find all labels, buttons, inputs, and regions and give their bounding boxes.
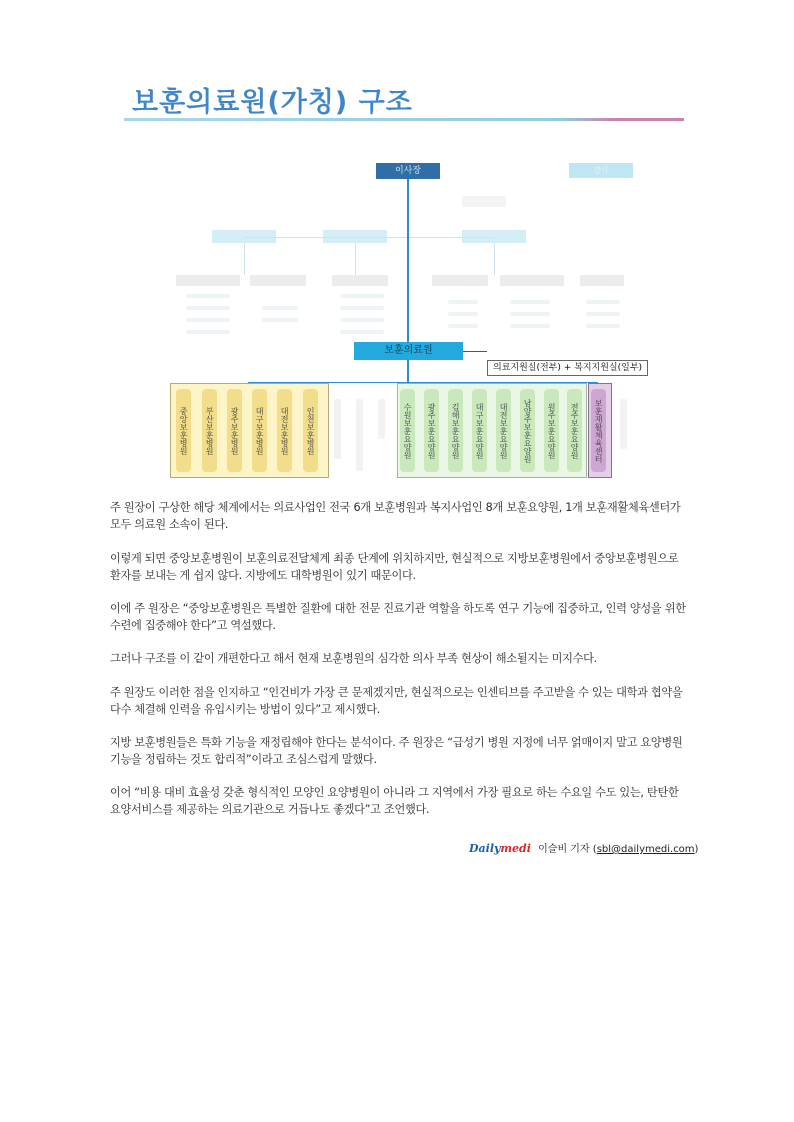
nursing-home-pill: 대전보훈요양원: [496, 389, 511, 472]
faint-connector: [494, 243, 495, 275]
org-audit-box: 감사: [569, 163, 633, 178]
support-label: 의료지원실(전부) + 복지지원실(일부): [487, 360, 648, 376]
faint-text-line: [340, 318, 384, 322]
paragraph: 이어 “비용 대비 효율성 갖춘 형식적인 모양인 요양병원이 아니라 그 지역에서 가장 필요로 하는 수요일 수도 있는, 탄탄한 요양서비스를 제공하는 의료기관으로 거듭나도 좋겠다”고 조언했다.: [110, 786, 679, 816]
faint-connector: [355, 243, 356, 275]
org-top-box: 이사장: [376, 163, 440, 179]
faint-text-line: [186, 318, 230, 322]
faint-text-line: [586, 324, 620, 328]
faint-text-line: [586, 300, 620, 304]
paragraph: 이렇게 되면 중앙보훈병원이 보훈의료전달체계 최종 단계에 위치하지만, 현실적으로 지방보훈병원에서 중앙보훈병원으로 환자를 보내는 게 쉽지 않다. 지방에도 대학병원이 있기 때문이다.: [110, 552, 679, 582]
nursing-home-pill: 원주보훈요양원: [544, 389, 559, 472]
faint-connector: [244, 243, 245, 275]
connector-support: [463, 351, 487, 352]
faint-box: [462, 196, 506, 207]
faint-sub-box: [332, 275, 388, 286]
rehab-center-pill: 보훈재활체육센터: [591, 389, 606, 472]
faint-text-line: [262, 318, 298, 322]
hospital-pill: 대전보훈병원: [277, 389, 292, 472]
faint-text-line: [510, 324, 550, 328]
org-chart: [0, 0, 794, 500]
faint-connector: [244, 237, 494, 238]
faint-column: [356, 399, 363, 471]
hospital-pill: 인천보훈병원: [303, 389, 318, 472]
connector-down: [407, 360, 409, 383]
faint-sub-box: [176, 275, 240, 286]
faint-text-line: [186, 306, 230, 310]
nursing-home-pill: 광주보훈요양원: [424, 389, 439, 472]
dailymedi-logo: Dailymedi: [469, 842, 531, 855]
faint-text-line: [262, 306, 298, 310]
reporter-email[interactable]: sbl@dailymedi.com: [596, 844, 695, 855]
page-title: 보훈의료원(가칭) 구조: [132, 87, 413, 118]
faint-column: [334, 399, 341, 459]
paragraph: 그러나 구조를 이 같이 개편한다고 해서 현재 보훈병원의 심각한 의사 부족 현상이 해소될지는 미지수다.: [110, 652, 597, 665]
faint-text-line: [510, 312, 550, 316]
faint-text-line: [448, 300, 478, 304]
faint-text-line: [586, 312, 620, 316]
faint-sub-box: [250, 275, 306, 286]
faint-sub-box: [580, 275, 624, 286]
connector-main: [407, 179, 409, 342]
faint-text-line: [186, 330, 230, 334]
hospital-pill: 광주보훈병원: [227, 389, 242, 472]
faint-column: [378, 399, 385, 439]
paragraph: 이에 주 원장은 “중앙보훈병원은 특별한 질환에 대한 전문 진료기관 역할을 하도록 연구 기능에 집중하고, 인력 양성을 위한 수련에 집중해야 한다”고 역설했다.: [110, 602, 686, 632]
paragraph: 주 원장이 구상한 해당 체계에서는 의료사업인 전국 6개 보훈병원과 복지사업인 8개 보훈요양원, 1개 보훈재활체육센터가 모두 의료원 소속이 된다.: [110, 501, 681, 531]
faint-text-line: [340, 330, 384, 334]
faint-text-line: [510, 300, 550, 304]
paragraph: 주 원장도 이러한 점을 인지하고 “인건비가 가장 큰 문제겠지만, 현실적으로는 인센티브를 주고받을 수 있는 대학과 협약을 다수 체결해 인력을 유입시키는 방법이 있다”고 제시했다.: [110, 686, 683, 716]
faint-column: [620, 399, 627, 449]
faint-text-line: [448, 324, 478, 328]
hospital-pill: 대구보훈병원: [252, 389, 267, 472]
nursing-home-pill: 김해보훈요양원: [448, 389, 463, 472]
byline: Dailymedi 이슬비 기자 (sbl@dailymedi.com): [469, 842, 699, 855]
hospital-pill: 중앙보훈병원: [176, 389, 191, 472]
hospital-pill: 부산보훈병원: [202, 389, 217, 472]
faint-sub-box: [432, 275, 488, 286]
nursing-home-pill: 전주보훈요양원: [567, 389, 582, 472]
nursing-home-pill: 남양주보훈요양원: [520, 389, 535, 472]
faint-text-line: [448, 312, 478, 316]
nursing-home-pill: 수원보훈요양원: [400, 389, 415, 472]
nursing-home-pill: 대구보훈요양원: [472, 389, 487, 472]
faint-text-line: [186, 294, 230, 298]
faint-text-line: [340, 294, 384, 298]
faint-sub-box: [500, 275, 564, 286]
faint-text-line: [340, 306, 384, 310]
paragraph: 지방 보훈병원들은 특화 기능을 재정립해야 한다는 분석이다. 주 원장은 “급성기 병원 지정에 너무 얽매이지 말고 요양병원 기능을 정립하는 것도 합리적”이라고 조심스럽게 말했다.: [110, 736, 683, 766]
org-center-box: 보훈의료원: [354, 342, 463, 360]
reporter-name: 이슬비 기자: [538, 844, 590, 855]
